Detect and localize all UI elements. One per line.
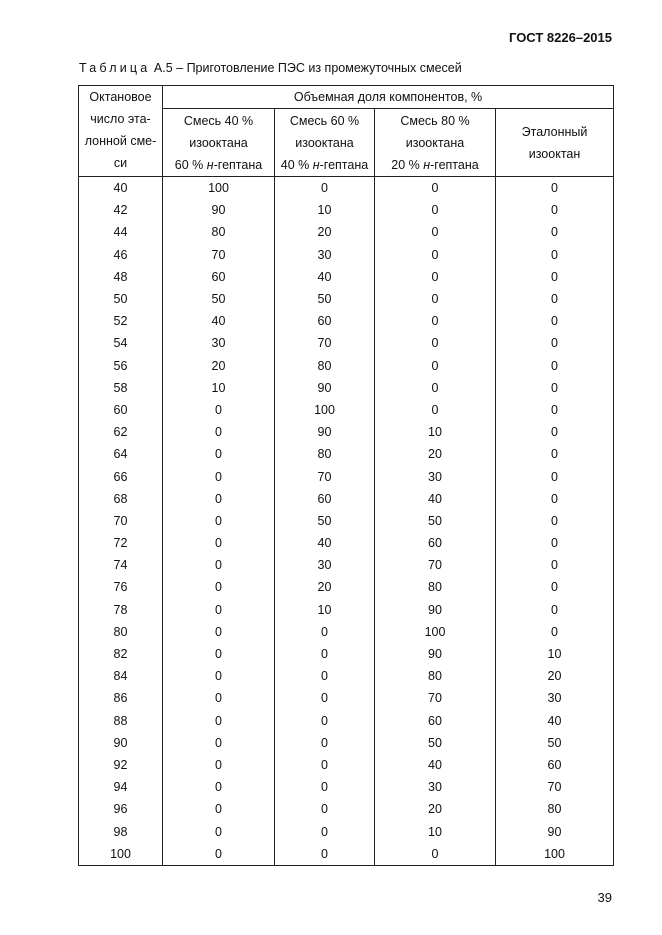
cell-mix-40: 0 xyxy=(163,465,275,487)
cell-mix-40: 70 xyxy=(163,244,275,266)
cell-mix-80: 0 xyxy=(375,244,496,266)
table-row xyxy=(79,599,614,621)
cell-mix-40: 30 xyxy=(163,332,275,354)
table-caption-label: Таблица xyxy=(79,61,151,75)
cell-octane: 52 xyxy=(79,310,163,332)
cell-mix-60: 50 xyxy=(275,288,375,310)
cell-mix-80: 0 xyxy=(375,332,496,354)
cell-mix-40: 0 xyxy=(163,820,275,842)
cell-reference: 60 xyxy=(496,754,614,776)
table-caption-text: А.5 – Приготовление ПЭС из промежуточных смесей xyxy=(153,61,462,75)
cell-octane: 96 xyxy=(79,798,163,820)
header-mix-60: Смесь 60 % изооктана 40 % н-гептана xyxy=(275,109,375,177)
cell-mix-40: 0 xyxy=(163,488,275,510)
table-row xyxy=(79,399,614,421)
cell-reference: 0 xyxy=(496,532,614,554)
cell-mix-80: 40 xyxy=(375,488,496,510)
cell-mix-60: 30 xyxy=(275,554,375,576)
cell-reference: 0 xyxy=(496,465,614,487)
cell-mix-60: 0 xyxy=(275,710,375,732)
cell-mix-40: 100 xyxy=(163,177,275,200)
cell-mix-40: 0 xyxy=(163,754,275,776)
cell-octane: 44 xyxy=(79,221,163,243)
cell-octane: 88 xyxy=(79,710,163,732)
cell-mix-80: 0 xyxy=(375,355,496,377)
cell-mix-60: 80 xyxy=(275,443,375,465)
cell-reference: 40 xyxy=(496,710,614,732)
cell-mix-40: 0 xyxy=(163,687,275,709)
table-row xyxy=(79,221,614,243)
cell-mix-60: 60 xyxy=(275,488,375,510)
header-octane-number: Октановое число эта- лонной сме- си xyxy=(79,86,163,177)
table-caption xyxy=(79,61,462,75)
table-row xyxy=(79,266,614,288)
cell-octane: 72 xyxy=(79,532,163,554)
table-row xyxy=(79,776,614,798)
table-row xyxy=(79,244,614,266)
cell-mix-40: 0 xyxy=(163,599,275,621)
cell-octane: 64 xyxy=(79,443,163,465)
cell-reference: 30 xyxy=(496,687,614,709)
cell-reference: 0 xyxy=(496,310,614,332)
cell-octane: 58 xyxy=(79,377,163,399)
table-row xyxy=(79,820,614,842)
cell-reference: 0 xyxy=(496,355,614,377)
cell-mix-80: 10 xyxy=(375,421,496,443)
cell-mix-80: 100 xyxy=(375,621,496,643)
cell-octane: 76 xyxy=(79,576,163,598)
cell-mix-60: 20 xyxy=(275,221,375,243)
cell-mix-40: 80 xyxy=(163,221,275,243)
cell-mix-60: 90 xyxy=(275,377,375,399)
cell-octane: 84 xyxy=(79,665,163,687)
cell-mix-40: 0 xyxy=(163,665,275,687)
cell-mix-40: 0 xyxy=(163,576,275,598)
cell-mix-40: 10 xyxy=(163,377,275,399)
header-mix-40: Смесь 40 % изооктана 60 % н-гептана xyxy=(163,109,275,177)
cell-mix-80: 0 xyxy=(375,843,496,866)
cell-mix-60: 0 xyxy=(275,798,375,820)
table-row xyxy=(79,643,614,665)
cell-octane: 66 xyxy=(79,465,163,487)
table-row xyxy=(79,576,614,598)
cell-mix-80: 40 xyxy=(375,754,496,776)
cell-mix-60: 70 xyxy=(275,332,375,354)
cell-reference: 50 xyxy=(496,732,614,754)
table-row xyxy=(79,355,614,377)
cell-mix-80: 90 xyxy=(375,599,496,621)
cell-reference: 10 xyxy=(496,643,614,665)
cell-reference: 20 xyxy=(496,665,614,687)
cell-mix-40: 0 xyxy=(163,443,275,465)
header-volume-fraction: Объемная доля компонентов, % xyxy=(163,86,614,109)
table-row xyxy=(79,621,614,643)
cell-mix-60: 0 xyxy=(275,754,375,776)
cell-mix-80: 0 xyxy=(375,199,496,221)
cell-mix-80: 80 xyxy=(375,665,496,687)
cell-octane: 90 xyxy=(79,732,163,754)
cell-octane: 48 xyxy=(79,266,163,288)
cell-octane: 60 xyxy=(79,399,163,421)
cell-mix-40: 0 xyxy=(163,776,275,798)
cell-octane: 94 xyxy=(79,776,163,798)
table-row xyxy=(79,710,614,732)
cell-reference: 0 xyxy=(496,332,614,354)
page-number: 39 xyxy=(597,890,612,905)
cell-mix-40: 0 xyxy=(163,532,275,554)
cell-octane: 62 xyxy=(79,421,163,443)
cell-mix-80: 60 xyxy=(375,710,496,732)
cell-mix-40: 90 xyxy=(163,199,275,221)
table-row xyxy=(79,510,614,532)
cell-reference: 0 xyxy=(496,399,614,421)
cell-reference: 0 xyxy=(496,554,614,576)
table-row xyxy=(79,554,614,576)
cell-mix-40: 0 xyxy=(163,554,275,576)
table-row xyxy=(79,377,614,399)
cell-octane: 82 xyxy=(79,643,163,665)
cell-mix-60: 0 xyxy=(275,687,375,709)
table-row xyxy=(79,310,614,332)
data-table xyxy=(78,85,614,866)
cell-reference: 80 xyxy=(496,798,614,820)
cell-mix-40: 0 xyxy=(163,710,275,732)
cell-mix-40: 0 xyxy=(163,643,275,665)
table-row xyxy=(79,843,614,866)
cell-mix-60: 0 xyxy=(275,665,375,687)
cell-mix-60: 0 xyxy=(275,643,375,665)
cell-reference: 100 xyxy=(496,843,614,866)
cell-reference: 0 xyxy=(496,221,614,243)
cell-mix-60: 30 xyxy=(275,244,375,266)
cell-mix-40: 40 xyxy=(163,310,275,332)
cell-mix-60: 80 xyxy=(275,355,375,377)
cell-reference: 0 xyxy=(496,377,614,399)
cell-reference: 0 xyxy=(496,266,614,288)
table-row xyxy=(79,665,614,687)
cell-octane: 40 xyxy=(79,177,163,200)
cell-mix-80: 80 xyxy=(375,576,496,598)
header-mix-80: Смесь 80 % изооктана 20 % н-гептана xyxy=(375,109,496,177)
cell-reference: 0 xyxy=(496,488,614,510)
cell-mix-80: 0 xyxy=(375,399,496,421)
cell-mix-60: 0 xyxy=(275,843,375,866)
cell-mix-40: 0 xyxy=(163,510,275,532)
cell-octane: 70 xyxy=(79,510,163,532)
document-code: ГОСТ 8226–2015 xyxy=(509,30,612,45)
table-row xyxy=(79,798,614,820)
cell-mix-80: 90 xyxy=(375,643,496,665)
cell-mix-80: 0 xyxy=(375,288,496,310)
cell-mix-60: 0 xyxy=(275,732,375,754)
cell-mix-80: 60 xyxy=(375,532,496,554)
cell-mix-40: 0 xyxy=(163,798,275,820)
cell-mix-80: 10 xyxy=(375,820,496,842)
cell-mix-80: 50 xyxy=(375,732,496,754)
cell-reference: 0 xyxy=(496,177,614,200)
cell-reference: 0 xyxy=(496,288,614,310)
table-row xyxy=(79,732,614,754)
table-row xyxy=(79,754,614,776)
cell-mix-60: 0 xyxy=(275,776,375,798)
table-row xyxy=(79,465,614,487)
cell-mix-60: 70 xyxy=(275,465,375,487)
cell-reference: 0 xyxy=(496,244,614,266)
cell-reference: 0 xyxy=(496,576,614,598)
table-row xyxy=(79,443,614,465)
cell-mix-60: 0 xyxy=(275,621,375,643)
table-row xyxy=(79,421,614,443)
cell-reference: 0 xyxy=(496,510,614,532)
cell-octane: 68 xyxy=(79,488,163,510)
cell-mix-60: 40 xyxy=(275,266,375,288)
table-row xyxy=(79,488,614,510)
cell-mix-60: 0 xyxy=(275,177,375,200)
cell-octane: 78 xyxy=(79,599,163,621)
cell-mix-60: 100 xyxy=(275,399,375,421)
cell-reference: 70 xyxy=(496,776,614,798)
table-row xyxy=(79,199,614,221)
cell-octane: 74 xyxy=(79,554,163,576)
cell-mix-80: 0 xyxy=(375,377,496,399)
cell-octane: 46 xyxy=(79,244,163,266)
cell-mix-60: 50 xyxy=(275,510,375,532)
cell-mix-80: 50 xyxy=(375,510,496,532)
cell-mix-40: 0 xyxy=(163,732,275,754)
cell-mix-80: 20 xyxy=(375,443,496,465)
cell-octane: 54 xyxy=(79,332,163,354)
cell-reference: 0 xyxy=(496,199,614,221)
cell-reference: 0 xyxy=(496,443,614,465)
cell-mix-80: 0 xyxy=(375,310,496,332)
cell-mix-60: 20 xyxy=(275,576,375,598)
header-reference-isooctane: Эталонный изооктан xyxy=(496,109,614,177)
table-row xyxy=(79,288,614,310)
table-row xyxy=(79,332,614,354)
table-body xyxy=(79,177,614,866)
cell-mix-60: 0 xyxy=(275,820,375,842)
cell-mix-80: 30 xyxy=(375,776,496,798)
cell-octane: 50 xyxy=(79,288,163,310)
cell-octane: 92 xyxy=(79,754,163,776)
cell-mix-40: 60 xyxy=(163,266,275,288)
cell-mix-60: 10 xyxy=(275,599,375,621)
cell-mix-80: 0 xyxy=(375,177,496,200)
cell-mix-80: 70 xyxy=(375,554,496,576)
cell-octane: 86 xyxy=(79,687,163,709)
table-row xyxy=(79,687,614,709)
cell-mix-40: 0 xyxy=(163,843,275,866)
cell-mix-80: 70 xyxy=(375,687,496,709)
cell-octane: 42 xyxy=(79,199,163,221)
cell-octane: 98 xyxy=(79,820,163,842)
cell-mix-60: 10 xyxy=(275,199,375,221)
cell-reference: 0 xyxy=(496,621,614,643)
cell-mix-40: 0 xyxy=(163,399,275,421)
cell-octane: 100 xyxy=(79,843,163,866)
cell-mix-80: 30 xyxy=(375,465,496,487)
cell-mix-40: 20 xyxy=(163,355,275,377)
cell-mix-40: 0 xyxy=(163,621,275,643)
cell-mix-80: 0 xyxy=(375,266,496,288)
cell-octane: 80 xyxy=(79,621,163,643)
cell-mix-60: 40 xyxy=(275,532,375,554)
table-row xyxy=(79,177,614,200)
cell-mix-40: 0 xyxy=(163,421,275,443)
cell-mix-80: 20 xyxy=(375,798,496,820)
cell-mix-60: 90 xyxy=(275,421,375,443)
cell-octane: 56 xyxy=(79,355,163,377)
cell-mix-60: 60 xyxy=(275,310,375,332)
cell-mix-80: 0 xyxy=(375,221,496,243)
table-row xyxy=(79,532,614,554)
cell-mix-40: 50 xyxy=(163,288,275,310)
cell-reference: 0 xyxy=(496,421,614,443)
cell-reference: 90 xyxy=(496,820,614,842)
cell-reference: 0 xyxy=(496,599,614,621)
